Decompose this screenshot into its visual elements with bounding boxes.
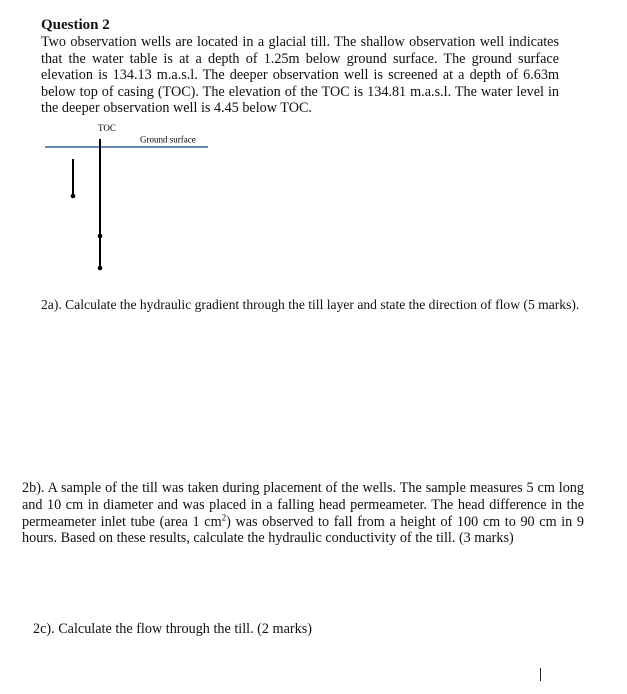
- question-2b-text: 2b). A sample of the till was taken during placement of the wells. The sample measures 5 cm long and 10 cm in diameter and was placed in a falling head permeameter. The head difference in the permeameter inlet tube (area 1 cm: [22, 480, 584, 530]
- ground-surface-label: Ground surface: [140, 134, 196, 145]
- water-level-marker: [98, 234, 103, 239]
- question-2a: 2a). Calculate the hydraulic gradient through the till layer and state the direction of flow (5 marks).: [41, 297, 580, 312]
- question-2b-text-end: ) was observed to fall from a height of 100 cm to 90 cm in 9 hours. Based on these results, calculate the hydraulic conductivity of the till. (3 marks): [22, 513, 585, 547]
- question-body: Two observation wells are located in a glacial till. The shallow observation well indicates that the water table is at a depth of 1.25m below ground surface. The ground surface elevation is 134.13 m.a.s.l. The deeper observation well is screened at a depth of 6.63m below top of casing (TOC). The elevation of the TOC is 134.81 m.a.s.l. The water level in the deeper observation well is 4.45 below TOC.: [41, 34, 559, 117]
- toc-label: TOC: [98, 123, 116, 133]
- superscript-2: 2: [221, 511, 227, 522]
- question-title: Question 2: [41, 17, 110, 33]
- deep-well-screen: [98, 266, 103, 271]
- wells-diagram: [40, 118, 215, 278]
- question-2c: 2c). Calculate the flow through the till. (2 marks): [33, 621, 312, 637]
- shallow-well-screen: [71, 194, 76, 199]
- question-2b: [22, 480, 584, 547]
- text-cursor: [540, 668, 541, 681]
